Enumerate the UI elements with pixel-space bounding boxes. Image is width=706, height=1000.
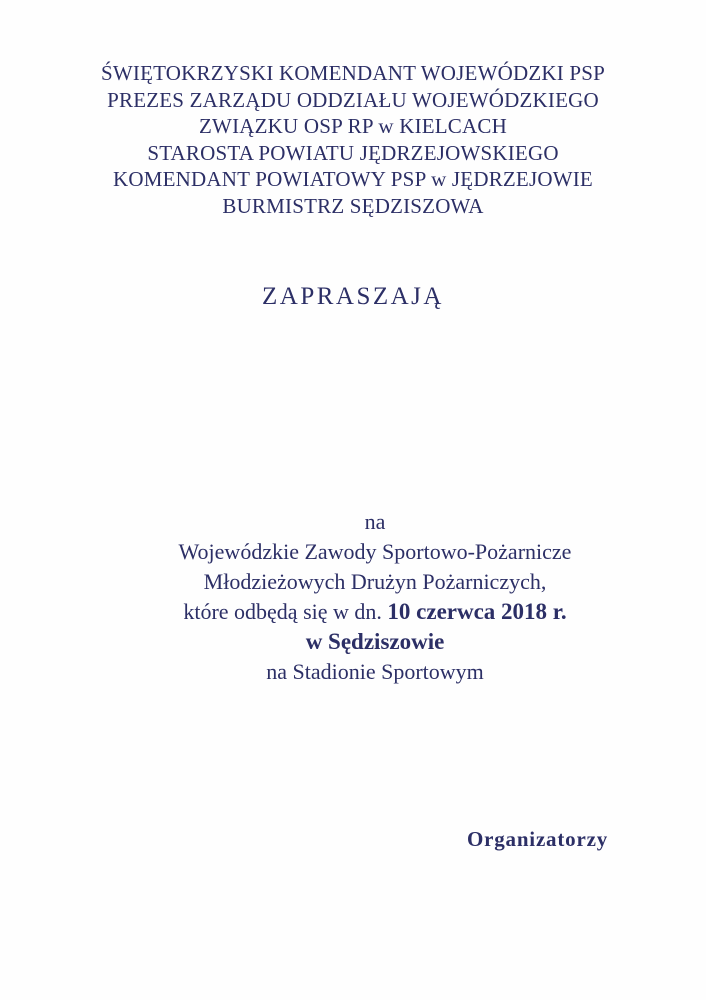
header-line: PREZES ZARZĄDU ODDZIAŁU WOJEWÓDZKIEGO <box>107 87 599 112</box>
invite-heading: ZAPRASZAJĄ <box>262 283 444 310</box>
event-venue: na Stadionie Sportowym <box>266 659 484 684</box>
event-name: Wojewódzkie Zawody Sportowo-Pożarnicze <box>178 539 572 564</box>
body-line-na: na <box>364 509 386 534</box>
header-line: BURMISTRZ SĘDZISZOWA <box>222 193 484 218</box>
signature: Organizatorzy <box>466 827 608 851</box>
event-date-line <box>0 597 706 627</box>
header-line: STAROSTA POWIATU JĘDRZEJOWSKIEGO <box>147 140 559 165</box>
organizers-header <box>0 60 706 219</box>
event-teams: Młodzieżowych Drużyn Pożarniczych, <box>203 569 547 594</box>
header-line: ŚWIĘTOKRZYSKI KOMENDANT WOJEWÓDZKI PSP <box>100 61 605 85</box>
event-details <box>0 507 706 687</box>
event-date-prefix: które odbędą się w dn. <box>183 599 382 624</box>
header-line: ZWIĄZKU OSP RP w KIELCACH <box>199 114 507 138</box>
event-place: w Sędziszowie <box>305 629 445 654</box>
header-line: KOMENDANT POWIATOWY PSP w JĘDRZEJOWIE <box>113 167 593 191</box>
event-date: 10 czerwca 2018 r. <box>387 599 567 624</box>
